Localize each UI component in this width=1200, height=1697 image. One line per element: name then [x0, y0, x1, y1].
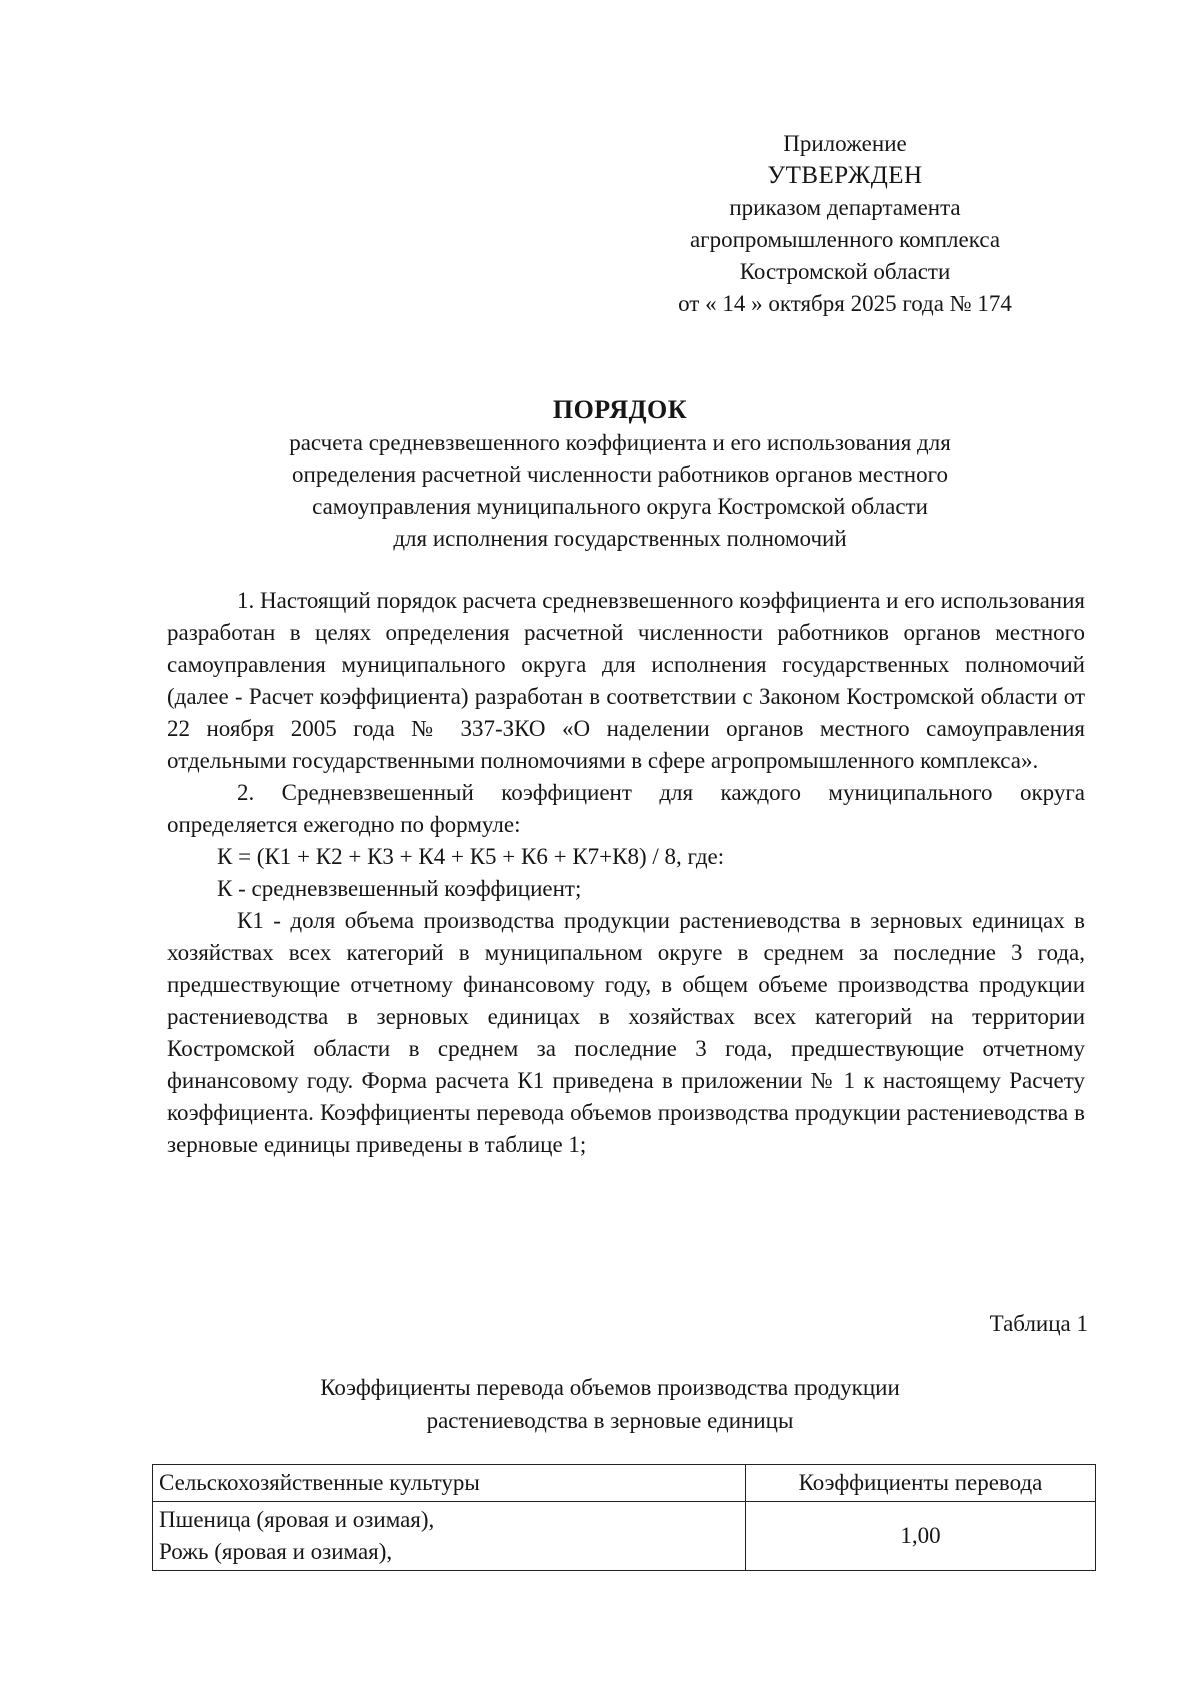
table-label: Таблица 1 — [989, 1311, 1088, 1336]
approval-date-number: от « 14 » октября 2025 года № 174 — [678, 291, 1012, 316]
approval-stamp — [610, 128, 1080, 320]
approved-label: УТВЕРЖДЕН — [767, 162, 923, 189]
subtitle-line-1: расчета средневзвешенного коэффициента и его использования для — [289, 430, 951, 455]
paragraph-1: 1. Настоящий порядок расчета средневзвешенного коэффициента и его использования разработан в целях определения расчетной численности работников органов местного самоуправления муниципального округа для исполнения государственных полномочий (далее - Расчет коэффициента) разработан в соответствии с Законом Костромской области от 22 ноября 2005 года № 337-ЗКО «О наделении органов местного самоуправления отдельными государственными полномочиями в сфере агропромышленного комплекса». — [167, 588, 1085, 773]
formula: К = (К1 + К2 + К3 + К4 + К5 + К6 + К7+К8) / 8, где: — [217, 844, 725, 869]
table-row — [153, 1502, 1096, 1571]
document-title-block — [190, 393, 1050, 555]
crop-name: Рожь (яровая и озимая), — [159, 1539, 393, 1564]
crop-name: Пшеница (яровая и озимая), — [159, 1507, 435, 1532]
table-caption — [250, 1371, 970, 1437]
crops-cell — [153, 1502, 746, 1571]
definition-k: К - средневзвешенный коэффициент; — [217, 876, 582, 901]
approval-line-3: Костромской области — [739, 259, 951, 284]
document-body — [167, 585, 1085, 1161]
header-coefficients: Коэффициенты перевода — [746, 1465, 1096, 1502]
approval-line-2: агропромышленного комплекса — [689, 227, 1001, 252]
header-crops: Сельскохозяйственные культуры — [153, 1465, 746, 1502]
subtitle-line-3: самоуправления муниципального округа Костромской области — [312, 494, 928, 519]
appendix-label: Приложение — [783, 131, 907, 156]
paragraph-2: 2. Средневзвешенный коэффициент для каждого муниципального округа определяется ежегодно по формуле: — [167, 780, 1085, 837]
coefficient-value: 1,00 — [746, 1502, 1096, 1571]
table-caption-line-2: растениеводства в зерновые единицы — [426, 1408, 794, 1433]
table-header-row — [153, 1465, 1096, 1502]
subtitle-line-4: для исполнения государственных полномочий — [393, 526, 847, 551]
approval-line-1: приказом департамента — [729, 195, 961, 220]
subtitle-line-2: определения расчетной численности работников органов местного — [292, 462, 948, 487]
document-title: ПОРЯДОК — [552, 395, 688, 424]
table-caption-line-1: Коэффициенты перевода объемов производства продукции — [320, 1375, 900, 1400]
definition-k1: К1 - доля объема производства продукции растениеводства в зерновых единицах в хозяйствах всех категорий в муниципальном округе в среднем за последние 3 года, предшествующие отчетному финансовому году, в общем объеме производства продукции растениеводства в зерновых единицах в хозяйствах всех категорий на территории Костромской области в среднем за последние 3 года, предшествующие отчетному финансовому году. Форма расчета К1 приведена в приложении № 1 к настоящему Расчету коэффициента. Коэффициенты перевода объемов производства продукции растениеводства в зерновые единицы приведены в таблице 1; — [167, 908, 1085, 1157]
coefficients-table — [152, 1464, 1096, 1571]
